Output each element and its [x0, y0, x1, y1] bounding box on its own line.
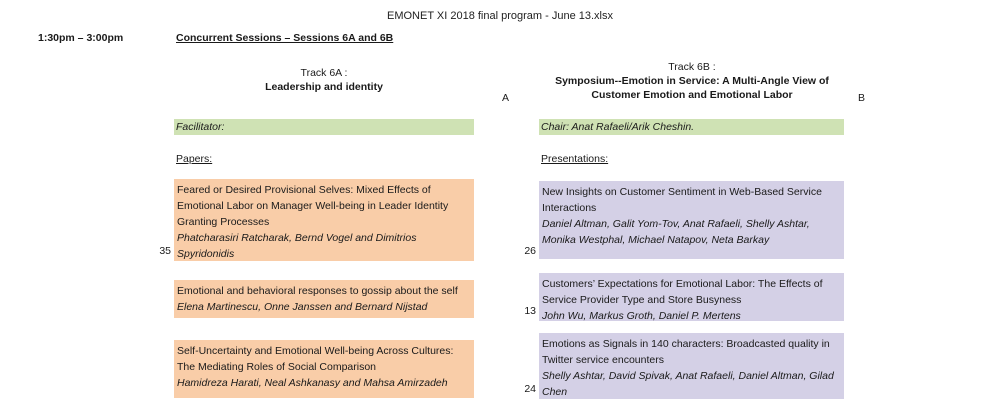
facilitator-band: Facilitator: — [174, 119, 474, 135]
row-number: 35 — [159, 245, 171, 257]
paper-cell-3 — [174, 340, 474, 398]
track-b-label: Track 6B : — [668, 61, 716, 73]
paper-authors: Phatcharasiri Ratcharak, Bernd Vogel and Dimitrios Spyridonidis — [177, 232, 417, 260]
chair-band: Chair: Anat Rafaeli/Arik Cheshin. — [539, 119, 844, 135]
row-number: 26 — [524, 245, 536, 257]
presentation-authors: John Wu, Markus Groth, Daniel P. Mertens — [542, 310, 741, 322]
presentation-cell-3 — [539, 333, 844, 399]
paper-authors: Elena Martinescu, Onne Janssen and Bernard Nijstad — [177, 301, 428, 313]
papers-label: Papers: — [176, 153, 213, 165]
presentation-title: Customers’ Expectations for Emotional Labor: The Effects of Service Provider Type and Store Busyness — [542, 278, 823, 306]
presentation-cell-2 — [539, 273, 844, 321]
sessions-title: Concurrent Sessions – Sessions 6A and 6B — [176, 32, 394, 44]
presentation-title: New Insights on Customer Sentiment in Web-Based Service Interactions — [542, 186, 822, 214]
track-a-header — [174, 66, 474, 94]
track-b-name-line1: Symposium--Emotion in Service: A Multi-Angle View of — [555, 75, 829, 87]
paper-cell-2 — [174, 280, 474, 318]
presentations-label: Presentations: — [541, 153, 609, 165]
paper-title: Self-Uncertainty and Emotional Well-being Across Cultures: The Mediating Roles of Social Comparison — [177, 345, 454, 373]
presentation-authors: Shelly Ashtar, David Spivak, Anat Rafaeli, Daniel Altman, Gilad Chen — [542, 370, 834, 398]
track-b-name-line2: Customer Emotion and Emotional Labor — [591, 89, 793, 101]
row-number: 24 — [524, 383, 536, 395]
paper-authors: Hamidreza Harati, Neal Ashkanasy and Mahsa Amirzadeh — [177, 377, 448, 389]
time-slot: 1:30pm – 3:00pm — [38, 32, 124, 44]
track-a-label: Track 6A : — [300, 67, 348, 79]
presentation-cell-1 — [539, 181, 844, 259]
paper-cell-1 — [174, 179, 474, 261]
column-letter-b: B — [858, 92, 866, 104]
presentation-authors: Daniel Altman, Galit Yom-Tov, Anat Rafaeli, Shelly Ashtar, Monika Westphal, Michael Natapov, Neta Barkay — [542, 218, 810, 246]
track-b-header — [540, 60, 844, 102]
document-title: EMONET XI 2018 final program - June 13.xlsx — [386, 10, 613, 22]
paper-title: Emotional and behavioral responses to gossip about the self — [177, 285, 458, 297]
row-number: 13 — [524, 305, 536, 317]
column-letter-a: A — [502, 92, 510, 104]
track-a-name: Leadership and identity — [265, 81, 383, 93]
paper-title: Feared or Desired Provisional Selves: Mixed Effects of Emotional Labor on Manager Well-being in Leader Identity Granting Processes — [177, 184, 449, 228]
presentation-title: Emotions as Signals in 140 characters: Broadcasted quality in Twitter service encounters — [542, 338, 830, 366]
